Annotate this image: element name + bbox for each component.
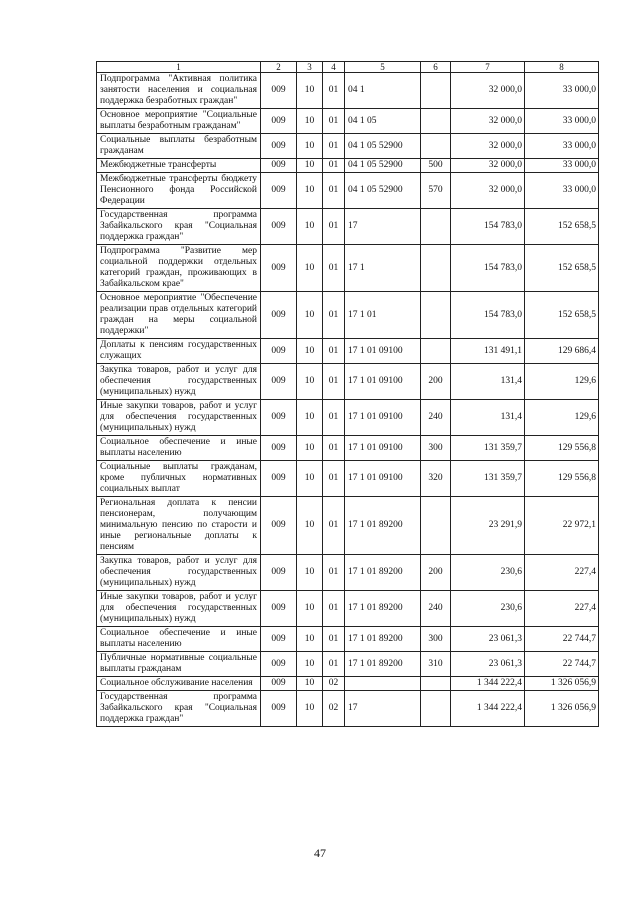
row-pr-cell: 02 [323, 691, 345, 727]
row-pr-cell: 01 [323, 109, 345, 134]
row-sum-2020-cell: 22 972,1 [525, 497, 599, 555]
row-sum-2019-cell: 32 000,0 [451, 73, 525, 109]
row-sum-2019-cell: 23 061,3 [451, 627, 525, 652]
row-vr-cell [421, 245, 451, 292]
row-name-cell: Межбюджетные трансферты [97, 159, 261, 173]
row-pr-cell: 01 [323, 627, 345, 652]
row-csr-cell: 17 1 01 09100 [345, 400, 421, 436]
table-row [97, 497, 599, 555]
row-rz-cell: 10 [297, 400, 323, 436]
table-row [97, 652, 599, 677]
row-sum-2019-cell: 131,4 [451, 364, 525, 400]
header-cell: 2 [261, 62, 297, 73]
row-pr-cell: 01 [323, 461, 345, 497]
row-pr-cell: 01 [323, 245, 345, 292]
table-header-row [97, 62, 599, 73]
row-ved-cell: 009 [261, 364, 297, 400]
row-pr-cell: 01 [323, 292, 345, 339]
row-sum-2020-cell: 33 000,0 [525, 159, 599, 173]
row-rz-cell: 10 [297, 364, 323, 400]
row-vr-cell [421, 73, 451, 109]
row-rz-cell: 10 [297, 627, 323, 652]
row-sum-2020-cell: 129 556,8 [525, 461, 599, 497]
row-ved-cell: 009 [261, 292, 297, 339]
row-vr-cell: 300 [421, 436, 451, 461]
row-name-cell: Межбюджетные трансферты бюджету Пенсионного фонда Российской Федерации [97, 173, 261, 209]
row-rz-cell: 10 [297, 134, 323, 159]
table-row [97, 400, 599, 436]
header-cell: 5 [345, 62, 421, 73]
row-csr-cell: 17 1 01 09100 [345, 436, 421, 461]
row-rz-cell: 10 [297, 555, 323, 591]
row-vr-cell: 200 [421, 555, 451, 591]
row-csr-cell: 04 1 [345, 73, 421, 109]
table-row [97, 245, 599, 292]
row-name-cell: Доплаты к пенсиям государственных служащих [97, 339, 261, 364]
row-pr-cell: 01 [323, 134, 345, 159]
row-sum-2020-cell: 129,6 [525, 400, 599, 436]
row-ved-cell: 009 [261, 461, 297, 497]
row-ved-cell: 009 [261, 173, 297, 209]
row-pr-cell: 01 [323, 73, 345, 109]
row-sum-2019-cell: 131 359,7 [451, 461, 525, 497]
row-name-cell: Закупка товаров, работ и услуг для обеспечения государственных (муниципальных) нужд [97, 555, 261, 591]
row-sum-2019-cell: 131 491,1 [451, 339, 525, 364]
row-vr-cell [421, 134, 451, 159]
header-cell: 4 [323, 62, 345, 73]
row-ved-cell: 009 [261, 555, 297, 591]
row-ved-cell: 009 [261, 591, 297, 627]
row-ved-cell: 009 [261, 652, 297, 677]
row-sum-2020-cell: 1 326 056,9 [525, 677, 599, 691]
row-sum-2019-cell: 32 000,0 [451, 134, 525, 159]
row-pr-cell: 01 [323, 209, 345, 245]
row-name-cell: Социальное обслуживание населения [97, 677, 261, 691]
row-pr-cell: 01 [323, 436, 345, 461]
row-ved-cell: 009 [261, 627, 297, 652]
table-row [97, 209, 599, 245]
row-csr-cell: 04 1 05 52900 [345, 134, 421, 159]
row-sum-2019-cell: 131,4 [451, 400, 525, 436]
row-pr-cell: 01 [323, 400, 345, 436]
header-cell: 7 [451, 62, 525, 73]
row-ved-cell: 009 [261, 134, 297, 159]
row-ved-cell: 009 [261, 159, 297, 173]
row-csr-cell [345, 677, 421, 691]
row-csr-cell: 17 1 01 89200 [345, 591, 421, 627]
row-sum-2019-cell: 23 291,9 [451, 497, 525, 555]
table-row [97, 677, 599, 691]
row-name-cell: Подпрограмма "Активная политика занятости населения и социальная поддержка безработных граждан" [97, 73, 261, 109]
header-cell: 8 [525, 62, 599, 73]
row-rz-cell: 10 [297, 109, 323, 134]
row-name-cell: Государственная программа Забайкальского края "Социальная поддержка граждан" [97, 691, 261, 727]
table-row [97, 627, 599, 652]
table-row [97, 173, 599, 209]
row-sum-2020-cell: 22 744,7 [525, 652, 599, 677]
row-pr-cell: 01 [323, 591, 345, 627]
row-csr-cell: 17 1 01 89200 [345, 555, 421, 591]
row-ved-cell: 009 [261, 400, 297, 436]
row-ved-cell: 009 [261, 73, 297, 109]
row-rz-cell: 10 [297, 652, 323, 677]
row-ved-cell: 009 [261, 209, 297, 245]
row-rz-cell: 10 [297, 292, 323, 339]
row-sum-2019-cell: 1 344 222,4 [451, 691, 525, 727]
row-sum-2020-cell: 152 658,5 [525, 245, 599, 292]
row-name-cell: Основное мероприятие "Обеспечение реализации прав отдельных категорий граждан на меры социальной поддержки" [97, 292, 261, 339]
row-pr-cell: 01 [323, 339, 345, 364]
row-vr-cell [421, 209, 451, 245]
row-name-cell: Региональная доплата к пенсии пенсионерам, получающим минимальную пенсию по старости и иные региональные доплаты к пенсиям [97, 497, 261, 555]
row-vr-cell [421, 691, 451, 727]
row-sum-2019-cell: 23 061,3 [451, 652, 525, 677]
table-row [97, 691, 599, 727]
row-pr-cell: 01 [323, 159, 345, 173]
row-rz-cell: 10 [297, 436, 323, 461]
row-sum-2019-cell: 230,6 [451, 555, 525, 591]
row-name-cell: Иные закупки товаров, работ и услуг для обеспечения государственных (муниципальных) нужд [97, 591, 261, 627]
row-vr-cell: 300 [421, 627, 451, 652]
row-name-cell: Иные закупки товаров, работ и услуг для обеспечения государственных (муниципальных) нужд [97, 400, 261, 436]
row-pr-cell: 01 [323, 364, 345, 400]
row-csr-cell: 17 1 01 09100 [345, 339, 421, 364]
row-sum-2020-cell: 1 326 056,9 [525, 691, 599, 727]
row-vr-cell: 240 [421, 591, 451, 627]
table-row [97, 159, 599, 173]
row-csr-cell: 04 1 05 52900 [345, 173, 421, 209]
row-ved-cell: 009 [261, 245, 297, 292]
row-rz-cell: 10 [297, 73, 323, 109]
row-ved-cell: 009 [261, 109, 297, 134]
row-rz-cell: 10 [297, 209, 323, 245]
header-cell: 3 [297, 62, 323, 73]
row-sum-2020-cell: 152 658,5 [525, 209, 599, 245]
row-sum-2020-cell: 129 686,4 [525, 339, 599, 364]
table-row [97, 109, 599, 134]
row-vr-cell: 310 [421, 652, 451, 677]
row-sum-2019-cell: 131 359,7 [451, 436, 525, 461]
row-sum-2020-cell: 129,6 [525, 364, 599, 400]
row-sum-2020-cell: 227,4 [525, 555, 599, 591]
row-name-cell: Публичные нормативные социальные выплаты гражданам [97, 652, 261, 677]
row-name-cell: Социальное обеспечение и иные выплаты населению [97, 436, 261, 461]
row-sum-2020-cell: 33 000,0 [525, 173, 599, 209]
page-number: 47 [314, 846, 326, 860]
row-sum-2020-cell: 22 744,7 [525, 627, 599, 652]
table-row [97, 339, 599, 364]
row-name-cell: Социальные выплаты гражданам, кроме публичных нормативных социальных выплат [97, 461, 261, 497]
row-name-cell: Закупка товаров, работ и услуг для обеспечения государственных (муниципальных) нужд [97, 364, 261, 400]
table-row [97, 364, 599, 400]
row-name-cell: Государственная программа Забайкальского края "Социальная поддержка граждан" [97, 209, 261, 245]
row-sum-2020-cell: 227,4 [525, 591, 599, 627]
row-ved-cell: 009 [261, 339, 297, 364]
row-rz-cell: 10 [297, 591, 323, 627]
row-csr-cell: 04 1 05 [345, 109, 421, 134]
row-vr-cell [421, 677, 451, 691]
row-vr-cell: 320 [421, 461, 451, 497]
row-sum-2019-cell: 1 344 222,4 [451, 677, 525, 691]
budget-table [96, 61, 599, 727]
row-rz-cell: 10 [297, 173, 323, 209]
row-sum-2020-cell: 152 658,5 [525, 292, 599, 339]
row-pr-cell: 02 [323, 677, 345, 691]
row-vr-cell: 500 [421, 159, 451, 173]
row-pr-cell: 01 [323, 173, 345, 209]
row-ved-cell: 009 [261, 691, 297, 727]
row-pr-cell: 01 [323, 555, 345, 591]
row-vr-cell [421, 497, 451, 555]
header-cell: 1 [97, 62, 261, 73]
row-ved-cell: 009 [261, 677, 297, 691]
row-sum-2019-cell: 32 000,0 [451, 159, 525, 173]
row-sum-2020-cell: 33 000,0 [525, 134, 599, 159]
row-vr-cell: 570 [421, 173, 451, 209]
row-name-cell: Основное мероприятие "Социальные выплаты безработным гражданам" [97, 109, 261, 134]
row-rz-cell: 10 [297, 497, 323, 555]
header-cell: 6 [421, 62, 451, 73]
table-row [97, 436, 599, 461]
table-row [97, 591, 599, 627]
row-rz-cell: 10 [297, 691, 323, 727]
row-rz-cell: 10 [297, 159, 323, 173]
row-sum-2019-cell: 230,6 [451, 591, 525, 627]
row-rz-cell: 10 [297, 461, 323, 497]
row-vr-cell [421, 292, 451, 339]
row-csr-cell: 17 1 01 89200 [345, 627, 421, 652]
row-rz-cell: 10 [297, 677, 323, 691]
row-sum-2019-cell: 32 000,0 [451, 173, 525, 209]
table-row [97, 555, 599, 591]
row-rz-cell: 10 [297, 245, 323, 292]
row-vr-cell: 200 [421, 364, 451, 400]
row-csr-cell: 04 1 05 52900 [345, 159, 421, 173]
row-sum-2020-cell: 33 000,0 [525, 109, 599, 134]
row-csr-cell: 17 1 [345, 245, 421, 292]
table-body [97, 62, 599, 727]
row-vr-cell [421, 339, 451, 364]
row-csr-cell: 17 [345, 209, 421, 245]
row-csr-cell: 17 1 01 89200 [345, 497, 421, 555]
row-name-cell: Социальные выплаты безработным гражданам [97, 134, 261, 159]
row-name-cell: Социальное обеспечение и иные выплаты населению [97, 627, 261, 652]
row-sum-2019-cell: 32 000,0 [451, 109, 525, 134]
row-csr-cell: 17 [345, 691, 421, 727]
row-vr-cell: 240 [421, 400, 451, 436]
row-sum-2020-cell: 129 556,8 [525, 436, 599, 461]
row-sum-2020-cell: 33 000,0 [525, 73, 599, 109]
row-csr-cell: 17 1 01 09100 [345, 364, 421, 400]
row-vr-cell [421, 109, 451, 134]
row-pr-cell: 01 [323, 497, 345, 555]
row-rz-cell: 10 [297, 339, 323, 364]
row-sum-2019-cell: 154 783,0 [451, 209, 525, 245]
row-ved-cell: 009 [261, 436, 297, 461]
row-csr-cell: 17 1 01 [345, 292, 421, 339]
table-row [97, 292, 599, 339]
row-csr-cell: 17 1 01 89200 [345, 652, 421, 677]
row-sum-2019-cell: 154 783,0 [451, 292, 525, 339]
row-sum-2019-cell: 154 783,0 [451, 245, 525, 292]
table-row [97, 134, 599, 159]
table-row [97, 73, 599, 109]
row-name-cell: Подпрограмма "Развитие мер социальной поддержки отдельных категорий граждан, проживающих в Забайкальском крае" [97, 245, 261, 292]
table-row [97, 461, 599, 497]
row-csr-cell: 17 1 01 09100 [345, 461, 421, 497]
row-ved-cell: 009 [261, 497, 297, 555]
row-pr-cell: 01 [323, 652, 345, 677]
